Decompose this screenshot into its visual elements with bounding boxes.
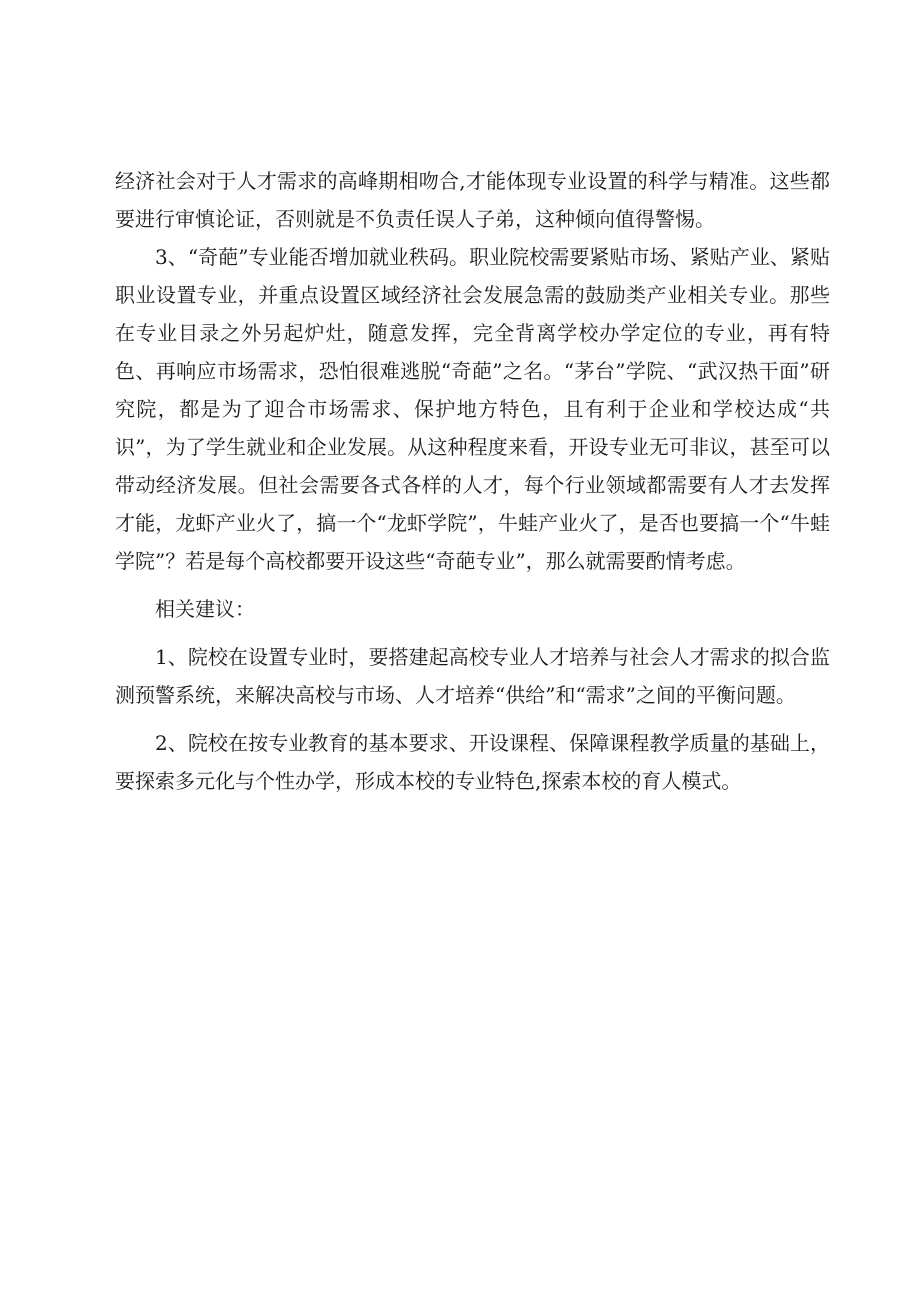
paragraph-point-3: 3、“奇葩”专业能否增加就业秩码。职业院校需要紧贴市场、紧贴产业、紧贴职业设置专业，并重点设置区域经济社会发展急需的鼓励类产业相关专业。那些在专业目录之外另起炉灶，随意发挥，完全背离学校办学定位的专业，再有特色、再响应市场需求，恐怕很难逃脱“奇葩”之名。“茅台”学院、“武汉热干面”研究院，都是为了迎合市场需求、保护地方特色，且有利于企业和学校达成“共识”，为了学生就业和企业发展。从这种程度来看，开设专业无可非议，甚至可以带动经济发展。但社会需要各式各样的人才，每个行业领域都需要有人才去发挥才能，龙虾产业火了，搞一个“龙虾学院”，牛蛙产业火了，是否也要搞一个“牛蛙学院”？若是每个高校都要开设这些“奇葩专业”，那么就需要酌情考虑。 bbox=[115, 245, 830, 573]
paragraph-continuation: 经济社会对于人才需求的高峰期相吻合,才能体现专业设置的科学与精准。这些都要进行审慎论证，否则就是不负责任误人子弟，这种倾向值得警惕。 bbox=[115, 169, 830, 231]
suggestions-heading: 相关建议： bbox=[155, 597, 255, 621]
document-body bbox=[115, 162, 830, 800]
suggestion-2: 2、院校在按专业教育的基本要求、开设课程、保障课程教学质量的基础上，要探索多元化与个性办学，形成本校的专业特色,探索本校的育人模式。 bbox=[115, 731, 830, 793]
suggestion-1: 1、院校在设置专业时，要搭建起高校专业人才培养与社会人才需求的拟合监测预警系统，来解决高校与市场、人才培养“供给”和“需求”之间的平衡问题。 bbox=[115, 645, 830, 707]
